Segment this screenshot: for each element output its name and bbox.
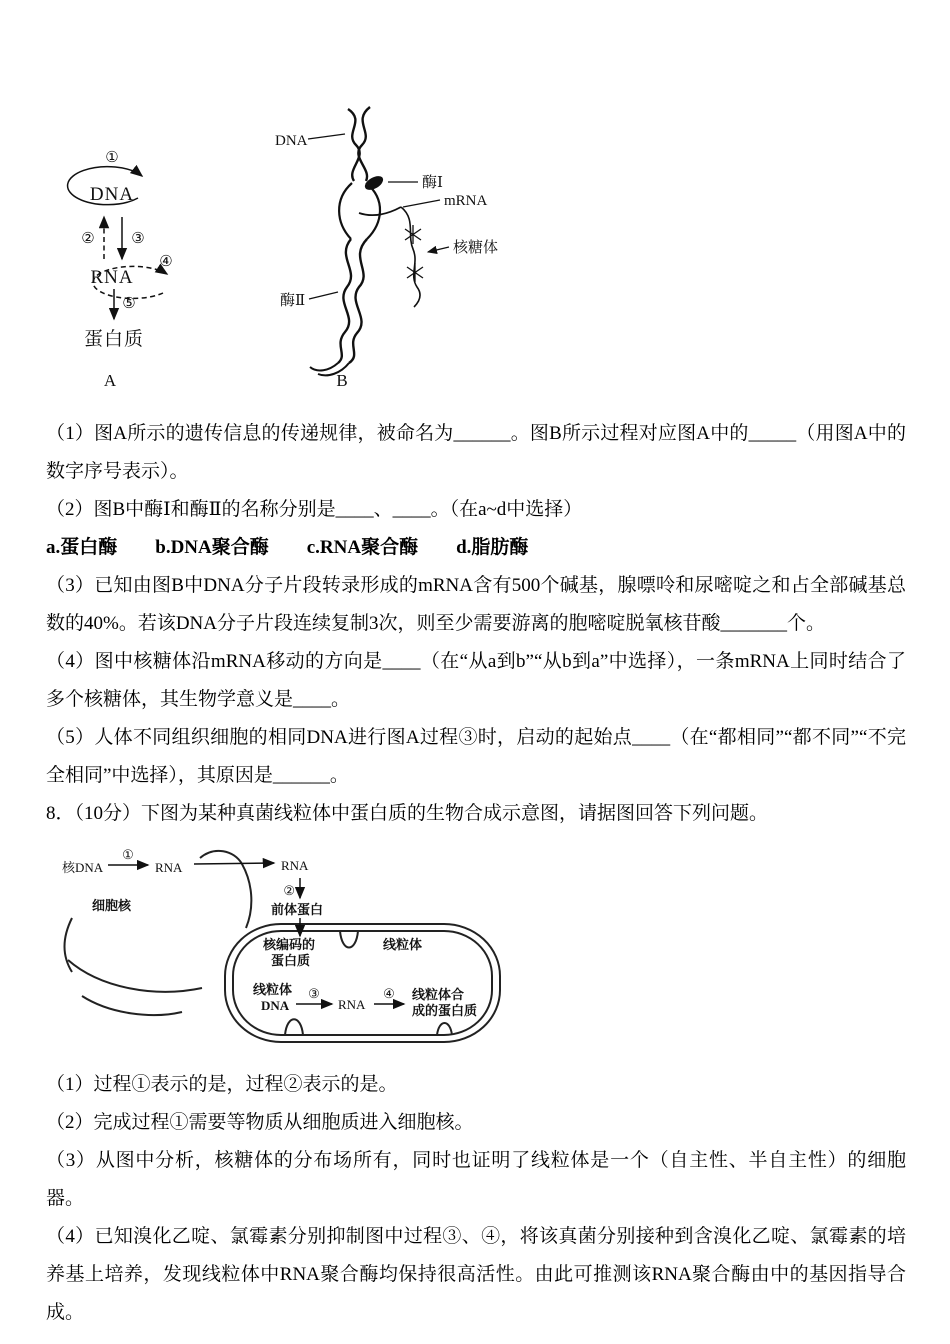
enzyme2-pointer-line [309,292,338,299]
q8-part3: （3）从图中分析，核糖体的分布场所有，同时也证明了线粒体是一个（自主性、半自主性）的细胞器。 [46,1150,906,1209]
ribosome-label: 核糖体 [453,240,499,256]
q8-part2: （2）完成过程①需要等物质从细胞质进入细胞核。 [46,1112,474,1133]
transcription-bubble-right [366,183,380,239]
question-7-text-block [46,415,906,833]
ribosome-strand [401,207,420,307]
crista-fold [437,1023,452,1035]
protein-node-label: 蛋白质 [84,329,145,350]
circled-3-label: ③ [131,231,145,247]
envelope-arc [200,851,251,928]
q7-part5: （5）人体不同组织细胞的相同DNA进行图A过程③时，启动的起始点____（在“都相同”“都不同”“不完全相同”中选择），其原因是______。 [46,727,906,786]
enzyme2-label: 酶Ⅱ [280,293,306,309]
ribosome-mark [407,263,423,282]
circled-4-label: ④ [383,986,395,1001]
dna-node-label: DNA [89,184,135,205]
nucleus-label: 细胞核 [92,898,132,913]
enzyme1-label: 酶Ⅰ [422,175,443,191]
q7-options: a.蛋白酶 b.DNA聚合酶 c.RNA聚合酶 d.脂肪酶 [46,537,529,558]
mito-dna-line2: DNA [261,998,290,1013]
rna1-label: RNA [155,860,183,875]
diagram-b-labels [275,133,498,390]
ribosome-mark [405,225,421,244]
nuclear-encoded-protein-line1: 核编码的 [263,937,316,952]
helix-tail [310,363,338,370]
rna-node-label: RNA [90,267,134,288]
helix-strand [348,109,360,181]
caption-a: A [103,371,117,390]
q7-part4: （4）图中核糖体沿mRNA移动的方向是____（在“从a到b”“从b到a”中选择），一条mRNA上同时结合了多个核糖体，其生物学意义是____。 [46,651,906,710]
nuclear-dna-label: 核DNA [62,860,104,875]
dna-pointer-line [308,134,345,139]
mito-protein-line2: 成的蛋白质 [412,1003,478,1018]
q7-part1: （1）图A所示的遗传信息的传递规律，被命名为______。图B所示过程对应图A中的_____（用图A中的数字序号表示）。 [46,423,906,482]
figure-mitochondrion-synthesis [50,848,530,1060]
crista-fold [340,931,358,948]
mito-protein-line1: 线粒体合 [412,987,465,1002]
q7-part2: （2）图B中酶Ⅰ和酶Ⅱ的名称分别是____、____。（在a~d中选择） [46,499,583,520]
envelope-arc [68,960,202,992]
helix-strand [349,239,367,363]
mitochondrion-label: 线粒体 [383,937,423,952]
dna-label: DNA [275,133,308,149]
nuclear-encoded-protein-line2: 蛋白质 [271,953,311,968]
rna-export-arrow [194,863,274,864]
caption-b: B [336,371,348,390]
q7-part3: （3）已知由图B中DNA分子片段转录形成的mRNA含有500个碱基，腺嘌呤和尿嘧啶之和占全部碱基总数的40%。若该DNA分子片段连续复制3次，则至少需要游离的胞嘧啶脱氧核苷酸_______个。 [46,575,906,634]
precursor-protein-label: 前体蛋白 [271,902,324,917]
ribosome-squiggle [401,207,423,307]
envelope-arc [82,996,182,1015]
helix-strand [358,107,370,181]
circled-1-label: ① [122,848,134,862]
mrna-label: mRNA [444,193,488,209]
mito-dna-line1: 线粒体 [253,982,293,997]
nucleus-envelope [65,851,252,1015]
ribosome-pointer-arrow [428,247,449,252]
envelope-arc [65,918,73,972]
mrna-pointer-line [403,200,440,207]
circled-1-label: ① [105,150,119,166]
helix-strand [338,239,351,363]
circled-3-label: ③ [308,986,320,1001]
q8-part4: （4）已知溴化乙啶、氯霉素分别抑制图中过程③、④，将该真菌分别接种到含溴化乙啶、氯霉素的培养基上培养，发现线粒体中RNA聚合酶均保持很高活性。由此可推测该RNA聚合酶由中的基因指导合成。 [46,1226,906,1323]
crista-fold [285,1019,303,1035]
circled-2-label: ② [283,883,295,898]
figure-central-dogma [50,95,520,395]
circled-2-label: ② [81,231,95,247]
question-8-text-block [46,1066,906,1332]
rna2-label: RNA [281,858,309,873]
q8-part1: （1）过程①表示的是，过程②表示的是。 [46,1074,398,1095]
dna-helix-drawing [310,107,401,375]
q8-stem: 8．（10分）下图为某种真菌线粒体中蛋白质的生物合成示意图，请据图回答下列问题。 [46,803,769,824]
transcription-bubble-left [339,183,352,239]
circled-5-label: ⑤ [122,296,136,312]
rna3-label: RNA [338,997,366,1012]
circled-4-label: ④ [159,254,173,270]
